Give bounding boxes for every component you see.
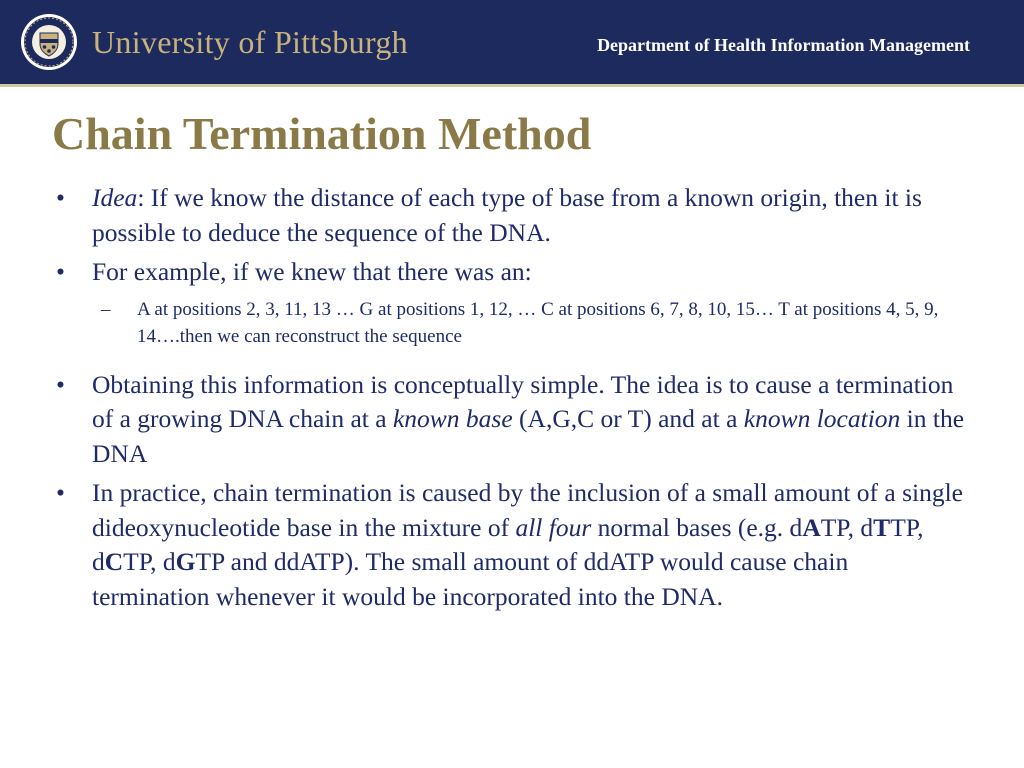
bullet-idea-text: : If we know the distance of each type of base from a known origin, then it is possible to deduce the sequence of the DNA. [92, 183, 922, 247]
bullet-obtaining-text-2: (A,G,C or T) and at a [512, 404, 744, 433]
bold-base-a: A [802, 512, 821, 542]
university-name: University of Pittsburgh [92, 24, 408, 60]
all-four-emphasis: all four [515, 512, 592, 542]
bullet-obtaining [56, 368, 971, 472]
bold-base-c: C [104, 547, 124, 576]
bullet-practice-text-2: normal bases (e.g. d [591, 512, 803, 542]
bullet-example [56, 255, 971, 290]
idea-label: Idea [92, 183, 138, 212]
sub-bullet-positions [56, 296, 971, 350]
slide-body [56, 181, 971, 614]
bold-base-t: T [873, 512, 891, 542]
bullet-example-text: For example, if we knew that there was an: [92, 257, 532, 286]
bullet-practice-text-5: TP, d [123, 547, 176, 576]
known-location-emphasis: known location [743, 404, 901, 433]
bullet-idea [56, 181, 971, 250]
bullet-practice-text-4: TP, d [92, 512, 924, 576]
header-bar [0, 0, 1024, 87]
known-base-emphasis: known base [392, 404, 513, 433]
bullet-practice [56, 476, 971, 614]
bullet-practice-text-3: TP, d [820, 512, 874, 542]
bullet-obtaining-text-3: in the DNA [92, 404, 965, 468]
sub-bullet-positions-text: A at positions 2, 3, 11, 13 … G at positions 1, 12, … C at positions 6, 7, 8, 10, 15… T at positions 4, 5, 9, 14….then we can reconstruct the sequence [137, 298, 939, 347]
bold-base-g: G [175, 547, 196, 576]
university-seal-icon [20, 13, 78, 71]
bullet-obtaining-text-1: Obtaining this information is conceptually simple. The idea is to cause a termination of a growing DNA chain at a [92, 369, 954, 433]
bullet-practice-text-6: TP and ddATP). The small amount of ddATP would cause chain termination whenever it would be incorporated into the DNA. [92, 547, 849, 611]
bullet-practice-text-1: In practice, chain termination is caused by the inclusion of a small amount of a single dideoxynucleotide base in the mixture of [92, 478, 963, 542]
slide-title: Chain Termination Method [52, 108, 592, 159]
department-name: Department of Health Information Management [597, 35, 970, 55]
